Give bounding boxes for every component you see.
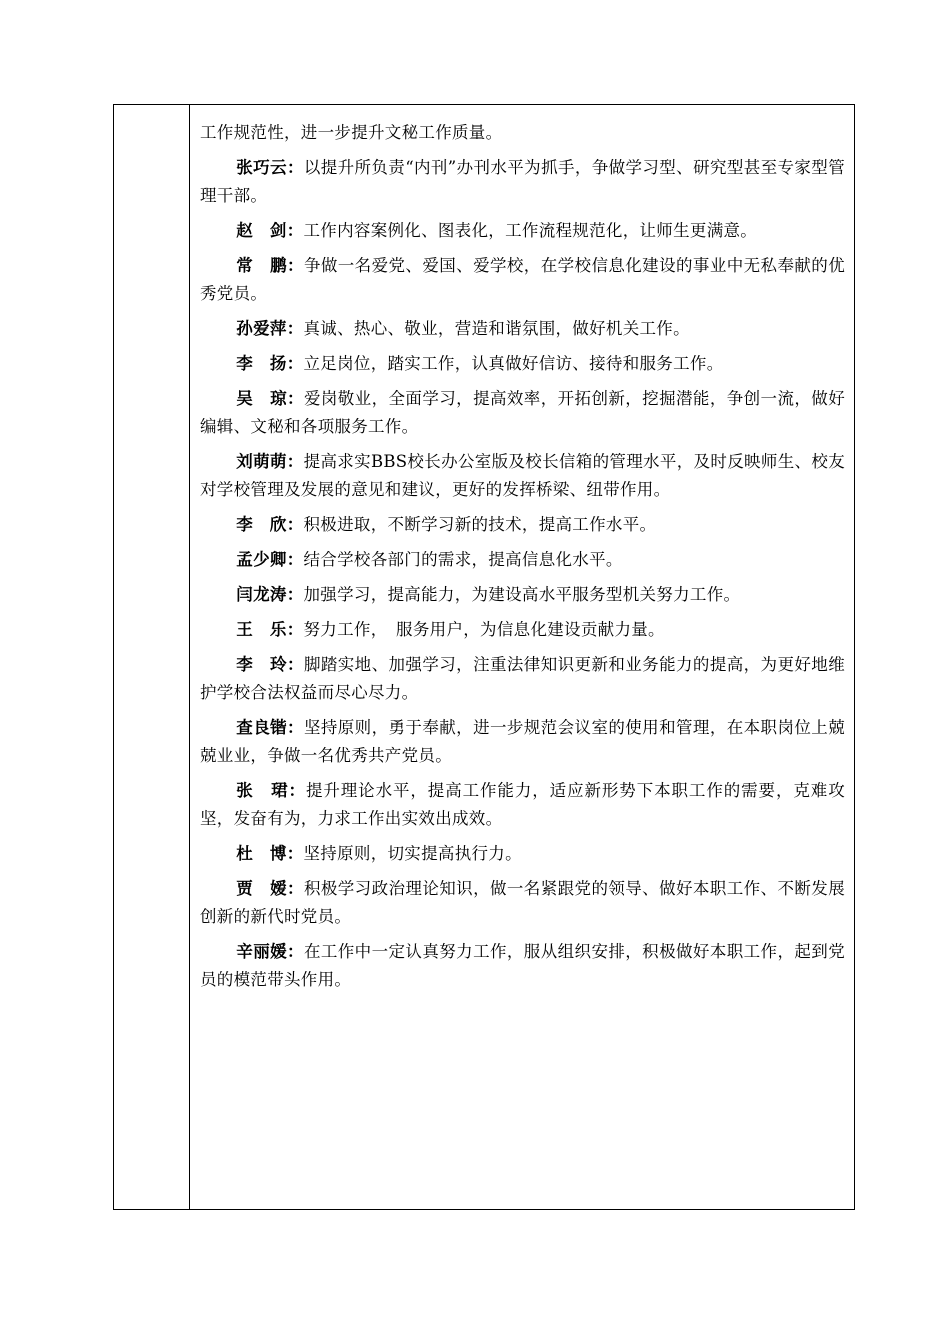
entry-name: 王 乐： [236, 620, 304, 639]
entry-name: 李 玲： [236, 655, 304, 674]
entry-text: 脚踏实地、加强学习，注重法律知识更新和业务能力的提高，为更好地维护学校合法权益而尽心尽力。 [200, 655, 845, 702]
document-table [113, 104, 855, 1210]
entry-paragraph [200, 154, 845, 210]
entry-paragraph [200, 448, 845, 504]
entry-name: 李 欣： [236, 515, 304, 534]
entry-name: 李 扬： [236, 354, 304, 373]
entry-text: 争做一名爱党、爱国、爱学校，在学校信息化建设的事业中无私奉献的优秀党员。 [200, 256, 845, 303]
entry-name: 贾 嫒： [236, 879, 304, 898]
entry-text: 加强学习，提高能力，为建设高水平服务型机关努力工作。 [303, 585, 741, 604]
entry-text: 工作内容案例化、图表化，工作流程规范化，让师生更满意。 [303, 221, 758, 240]
table-left-column [114, 105, 190, 1209]
entry-paragraph [200, 875, 845, 931]
entry-paragraph [200, 252, 845, 308]
entry-text: 提高求实BBS校长办公室版及校长信箱的管理水平，及时反映师生、校友对学校管理及发展的意见和建议，更好的发挥桥梁、纽带作用。 [200, 452, 845, 499]
table-content-column [190, 105, 854, 1209]
entry-paragraph [200, 616, 845, 644]
entry-paragraph [200, 546, 845, 574]
entry-paragraph [200, 714, 845, 770]
entry-name: 查良锴： [236, 718, 304, 737]
entry-name: 张巧云： [236, 158, 304, 177]
entry-paragraph [200, 350, 845, 378]
entry-paragraph [200, 315, 845, 343]
entry-paragraph [200, 777, 845, 833]
entry-paragraph [200, 651, 845, 707]
entry-paragraph [200, 511, 845, 539]
entry-text: 在工作中一定认真努力工作，服从组织安排，积极做好本职工作，起到党员的模范带头作用。 [200, 942, 845, 989]
entry-name: 孙爱萍： [236, 319, 304, 338]
entry-name: 常 鹏： [236, 256, 304, 275]
entry-name: 杜 博： [236, 844, 304, 863]
entry-name: 张 珺： [236, 781, 306, 800]
entry-text: 坚持原则，勇于奉献，进一步规范会议室的使用和管理，在本职岗位上兢兢业业，争做一名优秀共产党员。 [200, 718, 845, 765]
entry-name: 闫龙涛： [236, 585, 304, 604]
entry-text: 坚持原则，切实提高执行力。 [303, 844, 522, 863]
entry-paragraph [200, 385, 845, 441]
entry-text: 以提升所负责“内刊”办刊水平为抓手，争做学习型、研究型甚至专家型管理干部。 [200, 158, 845, 205]
entry-name: 赵 剑： [236, 221, 304, 240]
entry-text: 结合学校各部门的需求，提高信息化水平。 [303, 550, 623, 569]
entry-paragraph [200, 581, 845, 609]
entry-text: 真诚、热心、敬业，营造和谐氛围，做好机关工作。 [303, 319, 690, 338]
entry-name: 孟少卿： [236, 550, 304, 569]
entry-text: 爱岗敬业，全面学习，提高效率，开拓创新，挖掘潜能，争创一流，做好编辑、文秘和各项服务工作。 [200, 389, 845, 436]
entry-paragraph [200, 938, 845, 994]
entry-text: 立足岗位，踏实工作，认真做好信访、接待和服务工作。 [303, 354, 724, 373]
entry-paragraph [200, 840, 845, 868]
entry-text: 提升理论水平，提高工作能力，适应新形势下本职工作的需要，克难攻坚，发奋有为，力求工作出实效出成效。 [200, 781, 845, 828]
entry-text: 积极进取，不断学习新的技术，提高工作水平。 [303, 515, 657, 534]
entry-name: 辛丽媛： [236, 942, 304, 961]
entry-text: 积极学习政治理论知识，做一名紧跟党的领导、做好本职工作、不断发展创新的新代时党员。 [200, 879, 845, 926]
continuation-paragraph: 工作规范性，进一步提升文秘工作质量。 [200, 123, 503, 142]
entry-name: 吴 琼： [236, 389, 304, 408]
entry-paragraph [200, 217, 845, 245]
entry-name: 刘萌萌： [236, 452, 304, 471]
entry-text: 努力工作， 服务用户，为信息化建设贡献力量。 [303, 620, 665, 639]
